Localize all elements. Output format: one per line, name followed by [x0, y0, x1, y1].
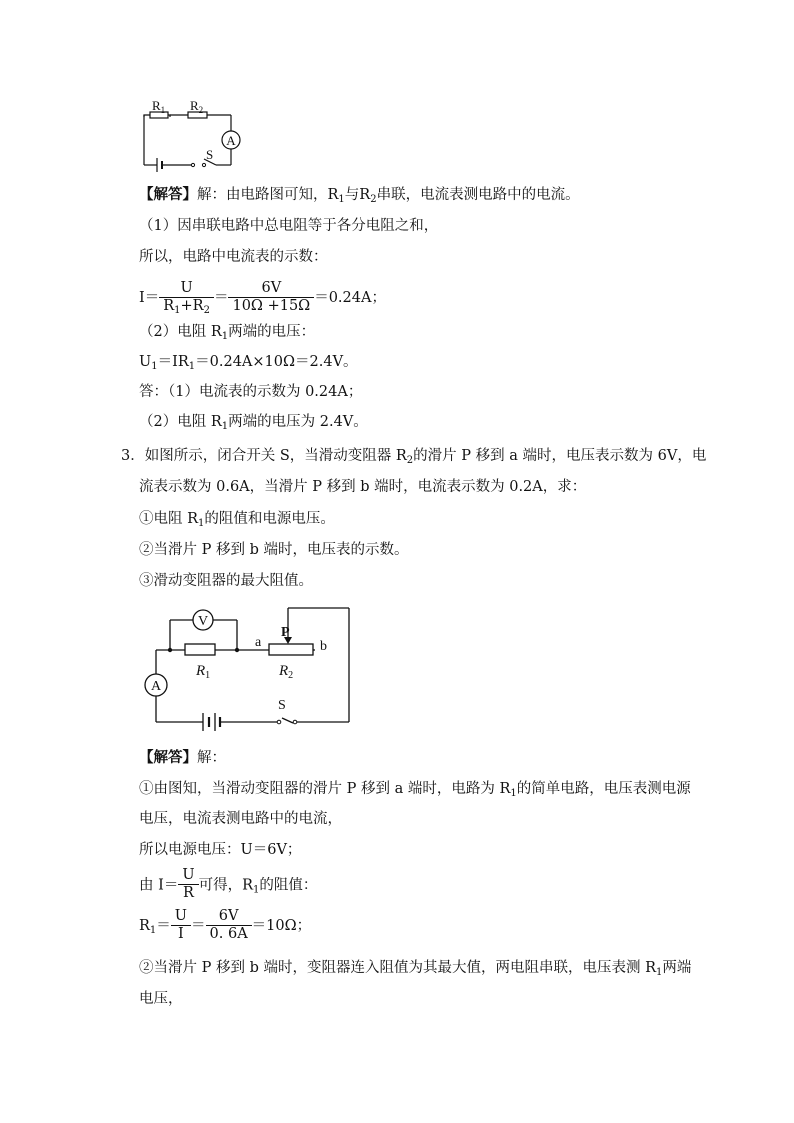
terminal-a-label: a: [255, 635, 262, 650]
question-3-line-2: 流表示数为 0.6A，当滑片 P 移到 b 端时，电流表示数为 0.2A，求：: [139, 479, 587, 495]
answer-3-equation: $R_1=$ $\frac{U}{I}$ ＝ $\frac{6V}{0. 6A}$ ＝10Ω；: [139, 907, 312, 942]
answer-3-line-3: 所以电源电压：U＝6V；: [139, 842, 302, 858]
answer-3-intro: 【解答】解：: [139, 749, 226, 766]
answer-1-line-4: $U_1=IR_1=0.24A\times 10\Omega=2.4V$。: [139, 354, 358, 372]
junction-dot-left: [168, 648, 172, 652]
fraction-values: $\frac{6V}{10\Omega +15\Omega}$: [228, 280, 314, 315]
voltmeter-label: V: [197, 614, 209, 629]
junction-dot-right: [235, 648, 239, 652]
resistor-r1: [185, 644, 215, 655]
switch-s: [191, 163, 205, 166]
answer-3-line-4: 由 I＝ $\frac{U}{R}$ 可得，$R_1$的阻值：: [139, 867, 318, 901]
answer-1-intro: 【解答】解：由电路图可知，$R_1$与$R_2$串联，电流表测电路中的电流。: [139, 186, 580, 205]
fraction-r1-values: $\frac{6V}{0. 6A}$: [206, 908, 252, 943]
answer-1-line-2: 所以，电路中电流表的示数：: [139, 249, 328, 265]
r1-label: $R_1$: [152, 98, 166, 115]
question-3-line-1: 3．如图所示，闭合开关 S，当滑动变阻器 $R_2$的滑片 P 移到 a 端时，电压表示数为 6V，电: [121, 448, 707, 466]
ammeter-label: A: [226, 133, 236, 148]
fraction-current: $\frac{U}{R_1+R_2}$: [159, 280, 214, 315]
r1-label: $R_1$: [196, 663, 211, 681]
fraction-ohm-law: $\frac{U}{R}$: [178, 867, 198, 902]
terminal-b-label: b: [320, 639, 327, 654]
r2-label: $R_2$: [279, 663, 294, 681]
battery-symbol: [157, 158, 162, 172]
answer-1-line-3: （2）电阻 $R_1$两端的电压：: [139, 324, 316, 342]
answer-3-line-2: 电压，电流表测电路中的电流，: [139, 811, 342, 827]
switch-label: S: [278, 698, 286, 713]
slider-p-label: P: [281, 625, 290, 640]
circuit-diagram-2: [140, 604, 360, 732]
r2-label: $R_2$: [190, 98, 204, 115]
question-3-item-2: ②当滑片 P 移到 b 端时，电压表的示数。: [139, 542, 409, 558]
answer-1-line-1: （1）因串联电路中总电阻等于各分电阻之和，: [139, 218, 439, 234]
ammeter-label: A: [150, 679, 162, 694]
rheostat-r2: [269, 644, 313, 655]
question-3-item-3: ③滑动变阻器的最大阻值。: [139, 573, 313, 589]
answer-3-line-1: ①由图知，当滑动变阻器的滑片 P 移到 a 端时，电路为 $R_1$的简单电路，电压表测电源: [139, 781, 691, 799]
question-3-item-1: ①电阻 $R_1$的阻值和电源电压。: [139, 511, 335, 529]
battery-symbol: [203, 713, 220, 731]
answer-3-line-6: ②当滑片 P 移到 b 端时，变阻器连入阻值为其最大值，两电阻串联，电压表测 $R_1$两端: [139, 960, 692, 978]
fraction-u-over-i: $\frac{U}{I}$: [171, 908, 191, 943]
circuit-diagram-1: [130, 95, 250, 175]
switch-label: S: [206, 147, 214, 162]
answer-3-line-7: 电压，: [139, 991, 183, 1007]
answer-1-line-5: 答：（1）电流表的示数为 0.24A；: [139, 384, 363, 400]
answer-1-equation: I＝ $\frac{U}{R_1+R_2}$ ＝ $\frac{6V}{10\Omega +15\Omega}$ ＝0.24A；: [139, 279, 386, 316]
answer-1-line-6: （2）电阻 $R_1$两端的电压为 2.4V。: [139, 414, 368, 432]
